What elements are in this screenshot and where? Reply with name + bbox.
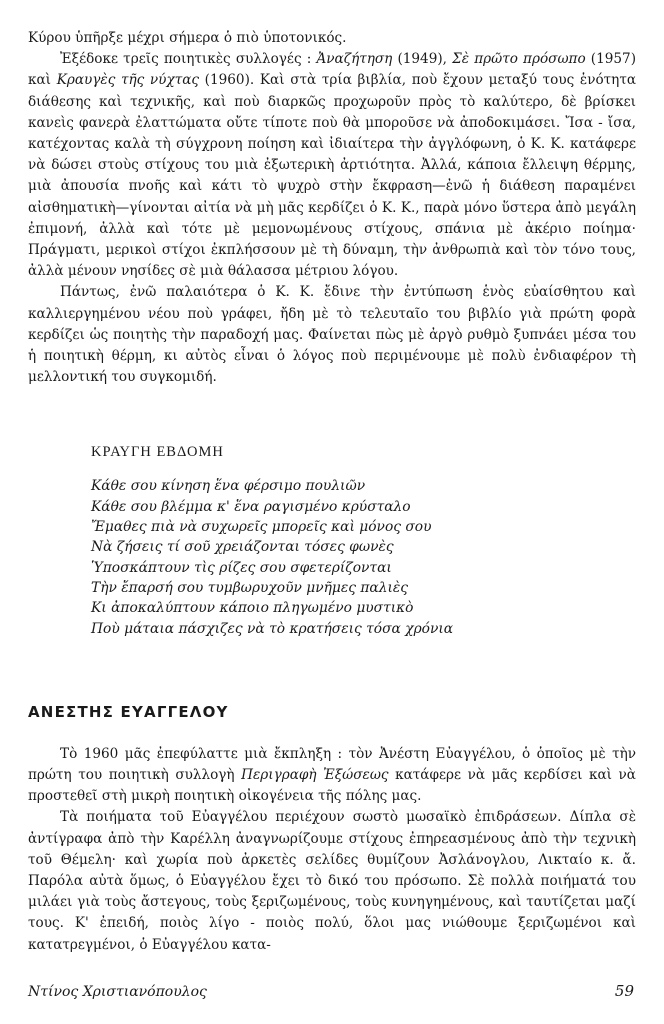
book-title: Σὲ πρῶτο πρόσωπο [452, 51, 586, 68]
running-footer-author: Ντίνος Χριστιανόπουλος [28, 984, 207, 1000]
page-number: 59 [614, 982, 634, 1000]
poem-line: Κάθε σου κίνηση ἕνα φέρσιμο πουλιῶν [91, 478, 366, 495]
poem-title: ΚΡΑΥΓΗ ΕΒΔΟΜΗ [91, 444, 224, 461]
paragraph-introduction: Τὸ 1960 μᾶς ἐπεφύλαττε μιὰ ἔκπληξη : τὸν Ἀνέστη Εὐαγγέλου, ὁ ὁποῖος μὲ τὴν πρώτη του ποιητικὴ συλλογὴ Περιγραφὴ Ἐξώσεως κατάφερε νὰ μᾶς κερδίσει καὶ νὰ προστεθεῖ στὴ μικρὴ ποιητικὴ οἰκογένεια τῆς πόλης μας. [28, 745, 636, 805]
paragraph-influences: Τὰ ποιήματα τοῦ Εὐαγγέλου περιέχουν σωστὸ μωσαϊκὸ ἐπιδράσεων. Δίπλα σὲ ἀντίγραφα ἀπὸ τὴν Καρέλλη ἀναγνωρίζουμε στίχους ἐπηρεασμένους ἀπὸ τὴν τεχνικὴ τοῦ Θέμελη· καὶ χωρία ποὺ ἀρκετὲς σελίδες θυμίζουν Ἀσλάνογλου, Λικταίο κ. ἄ. Παρόλα αὐτὰ ὅμως, ὁ Εὐαγγέλου ἔχει τὸ δικό του πρόσωπο. Σὲ πολλὰ ποιήματά του μιλάει γιὰ τοὺς ἄστεγους, τοὺς ξεριζωμένους, τοὺς κυνηγημένους, καὶ ταυτίζεται μαζί τους. Κ' ἐπειδή, ποιὸς λίγο - ποιὸς πολύ, ὅλοι μας νιώθουμε ξεριζωμένοι καὶ κατατρεγμένοι, ὁ Εὐαγγέλου κατα- [28, 809, 636, 953]
author-section-heading: ΑΝΕΣΤΗΣ ΕΥΑΓΓΕΛΟΥ [28, 702, 229, 721]
poem-line: Κι ἀποκαλύπτουν κάποιο πληγωμένο μυστικὸ [91, 600, 414, 617]
poem-line: Ἔμαθες πιὰ νὰ συχωρεῖς μπορεῖς καὶ μόνος σου [91, 519, 432, 536]
page-footer [28, 982, 634, 1000]
poem-line: Νὰ ζήσεις τί σοῦ χρειάζονται τόσες φωνὲς [91, 539, 394, 556]
paragraph-continuation: Κύρου ὑπῆρξε μέχρι σήμερα ὁ πιὸ ὑποτονικός. [28, 30, 347, 46]
essay-section-evangelou [28, 744, 636, 956]
poem-line: Τὴν ἔπαρσή σου τυμβωρυχοῦν μνῆμες παλιὲς [91, 579, 409, 596]
book-title: Περιγραφὴ Ἐξώσεως [241, 767, 389, 784]
poem-line: Ὑποσκάπτουν τὶς ρίζες σου σφετερίζονται [91, 559, 392, 576]
poem-lines [91, 476, 636, 638]
poem-line: Κάθε σου βλέμμα κ' ἕνα ραγισμένο κρύσταλο [91, 498, 411, 515]
paragraph-assessment: Πάντως, ἐνῶ παλαιότερα ὁ Κ. Κ. ἔδινε τὴν ἐντύπωση ἑνὸς εὐαίσθητου καὶ καλλιεργημένου νέου ποὺ γράφει, ἤδη μὲ τὸ τελευταῖο του βιβλίο γιὰ πρώτη φορὰ κερδίζει ὡς ποιητὴς τὴν παραδοχή μας. Φαίνεται πὼς μὲ ἀργὸ ρυθμὸ ξυπνάει μέσα του ἡ ποιητικὴ θέρμη, κι αὐτὸς εἶναι ὁ λόγος ποὺ περιμένουμε μὲ πολὺ ἐνδιαφέρον τὴ μελλοντική του συγκομιδή. [28, 284, 636, 386]
poem-line: Ποὺ μάταια πάσχιζες νὰ τὸ κρατήσεις τόσα χρόνια [91, 620, 454, 637]
essay-section-previous-poet [28, 28, 636, 388]
paragraph-collections: Ἐξέδοκε τρεῖς ποιητικὲς συλλογές : Ἀναζήτηση (1949), Σὲ πρῶτο πρόσωπο (1957) καὶ Κραυγὲς τῆς νύχτας (1960). Καὶ στὰ τρία βιβλία, ποὺ ἔχουν μεταξύ τους ἑνότητα διάθεσης καὶ τεχνικῆς, καὶ ποὺ διαρκῶς προχωροῦν πρὸς τὸ καλύτερο, δὲ βρίσκει κανεὶς φανερὰ ἐλαττώματα οὔτε τίποτε ποὺ θὰ μποροῦσε νὰ ἀποδοκιμάσει. Ἴσα - ἴσα, κατέχοντας καλὰ τὴ σύγχρονη ποίηση καὶ ἰδιαίτερα τὴν ἀγγλόφωνη, ὁ Κ. Κ. κατάφερε νὰ δώσει στοὺς στίχους του μιὰ ἐξωτερικὴ ἀρτιότητα. Ἀλλά, κάποια ἔλλειψη θέρμης, μιὰ ἀπουσία πνοῆς καὶ κάτι τὸ ψυχρὸ στὴν ἔκφραση—ἐνῶ ἡ διάθεση παραμένει αἰσθηματικὴ—γίνονται αἰτία νὰ μὴ μᾶς κερδίζει ὁ Κ. Κ., παρὰ μόνο ὕστερα ἀπὸ μεγάλη ἐπιμονή, ἀλλὰ καὶ τότε μὲ μεμονωμένους στίχους, σπάνια μὲ ἀκέριο ποίημα· Πράγματι, μερικοὶ στίχοι ἐκπλήσσουν μὲ τὴ δύναμη, τὴν ἀνθρωπιὰ καὶ τὸν τόνο τους, ἀλλὰ μένουν νησίδες σὲ μιὰ θάλασσα μέτριου λόγου. [28, 51, 637, 280]
book-title: Ἀναζήτηση [316, 51, 393, 68]
book-title: Κραυγὲς τῆς νύχτας [56, 72, 200, 89]
